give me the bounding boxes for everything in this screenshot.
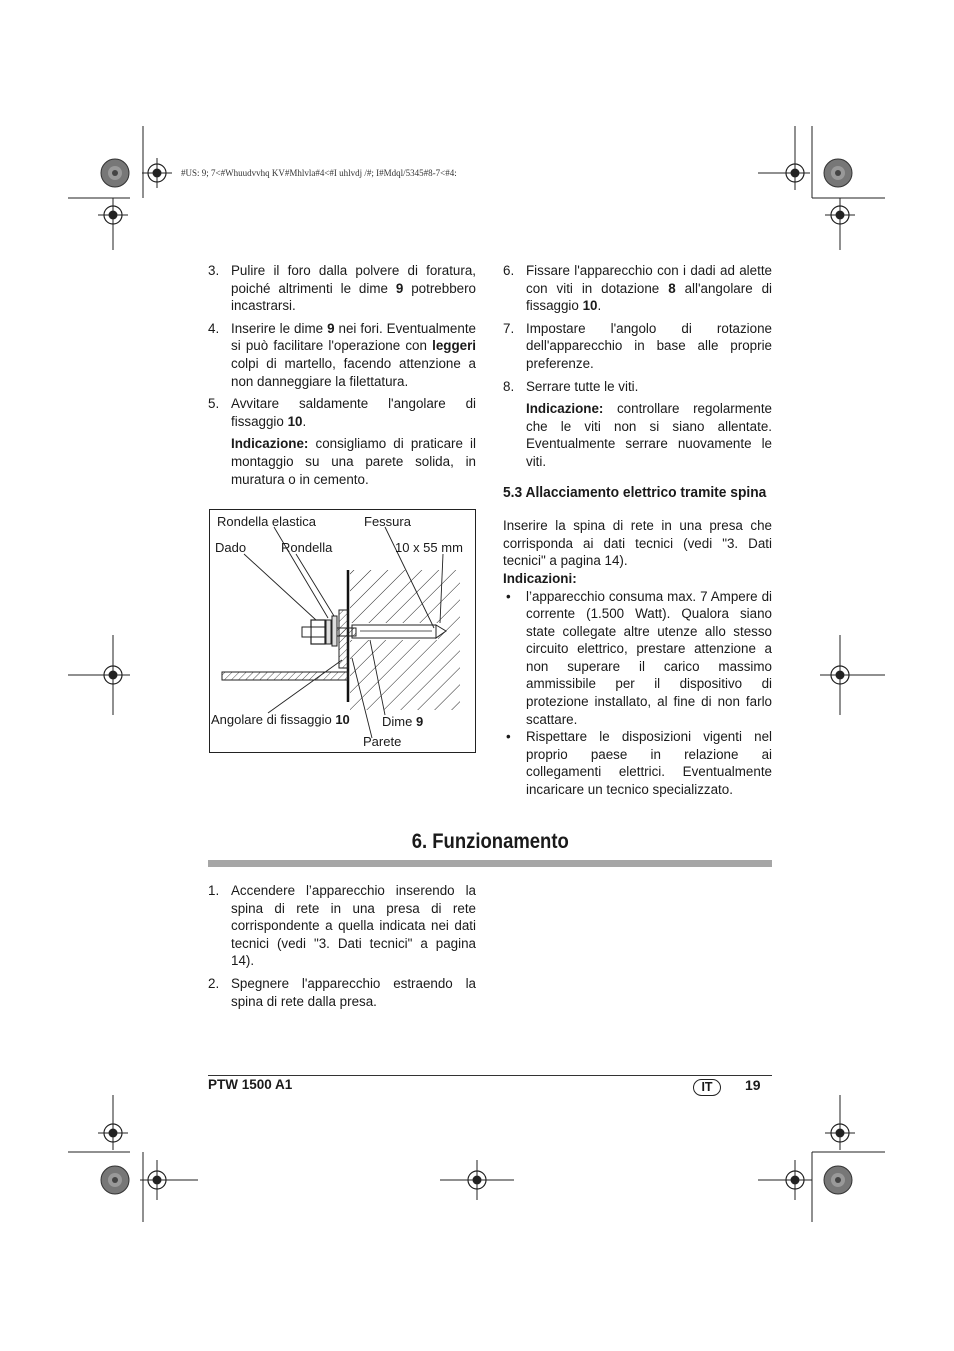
note-text: controllare regolarmente che le viti non si siano allentate. Eventualmente serrare nuovamente le viti. [526, 401, 772, 469]
list-item [208, 395, 476, 430]
label-dado: Dado [215, 540, 247, 555]
item-number: 4. [208, 320, 220, 336]
item-number: 8. [503, 378, 515, 394]
emphasis: leggeri [432, 338, 476, 354]
language-badge: IT [693, 1079, 721, 1096]
item-text: potrebbero incastrarsi. [231, 280, 476, 314]
item-text: Fissare l'apparecchio con i dadi ad alette con viti in dotazione [526, 263, 772, 296]
indications-label [503, 570, 772, 588]
ref-number: 8 [668, 280, 676, 296]
list-item [208, 882, 476, 970]
item-text: Impostare l'angolo di rotazione dell'apparecchio in base alle proprie preferenze. [526, 320, 772, 371]
chapter-title-text: 6. Funzionamento [411, 830, 569, 853]
item-text: Inserire le dime [231, 320, 328, 336]
section-title: 5.3 Allacciamento elettrico tramite spina [503, 483, 767, 501]
footer-rule [208, 1075, 772, 1076]
item-number: 6. [503, 263, 515, 278]
ref-number: 9 [395, 280, 404, 296]
mounting-figure [209, 509, 476, 753]
bullet-symbol: • [506, 588, 511, 604]
item-text: Pulire il foro dalla polvere di foratura, poiché altrimenti le dime [231, 263, 476, 296]
label-dime-num: 9 [415, 714, 424, 729]
list-item [503, 262, 772, 315]
note [208, 435, 476, 488]
list-item [208, 320, 476, 390]
label-fessura: Fessura [364, 514, 411, 529]
note-label: Indicazione: [231, 436, 309, 452]
item-text: Spegnere l'apparecchio estraendo la spina di rete dalla presa. [231, 975, 476, 1009]
label-rondella-elastica: Rondella elastica [217, 514, 317, 529]
item-number: 7. [503, 320, 515, 336]
label-angolare [211, 712, 350, 727]
item-number: 3. [208, 263, 220, 278]
bullet-symbol: • [506, 729, 511, 745]
page-number: 19 [745, 1077, 761, 1093]
item-text: colpi di martello, facendo attenzione a non danneggiare la filettatura. [231, 355, 476, 389]
chapter-title [208, 830, 772, 854]
bullet-text: l’apparecchio consuma max. 7 Ampere di corrente (1.500 Watt). Qualora siano state collegate altre utenze allo stesso circuito elettrico, prestare attenzione a non superare il carico massimo ammissibile per il dispositivo di protezione installato, al fine di non farlo scattare. [526, 588, 772, 727]
bullet-item [503, 728, 772, 798]
item-text: . [302, 413, 307, 429]
right-column [503, 262, 772, 799]
printer-info-line: #US: 9; 7<#Whuudvvhq KV#Mhlvla#4<#I uhlvdj /#; I#Mdql/5345#8-7<#4: [181, 168, 457, 178]
item-text: . [597, 298, 602, 314]
label-dime-text: Dime [382, 714, 416, 729]
note [503, 400, 772, 470]
bullet-item [503, 588, 772, 729]
label-angolare-text: Angolare di fissaggio [211, 712, 336, 727]
label-rondella: Rondella [281, 540, 333, 555]
item-text: Serrare tutte le viti. [526, 378, 639, 394]
label-parete: Parete [363, 734, 402, 749]
section-intro: Inserire la spina di rete in una presa che corrisponda ai dati tecnici (vedi "3. Dati tecnici" a pagina 14). [503, 518, 772, 569]
ref-number: 9 [327, 320, 335, 336]
item-number: 2. [208, 975, 220, 991]
list-item [503, 320, 772, 373]
bullet-text: Rispettare le disposizioni vigenti nel proprio paese in relazione ai collegamenti elettrici. Eventualmente incaricare un tecnico specializzato. [526, 729, 772, 798]
label-dimension: 10 x 55 mm [395, 540, 463, 555]
label-dime [382, 714, 423, 729]
list-item [503, 378, 772, 396]
item-text: nei fori. Eventualmente si può facilitare l'operazione con [231, 320, 476, 354]
left-column [208, 262, 476, 493]
chapter-column [208, 882, 476, 1015]
footer-model: PTW 1500 A1 [208, 1077, 293, 1092]
item-text: Avvitare saldamente l'angolare di fissaggio [231, 396, 476, 429]
ref-number: 10 [287, 413, 303, 429]
item-text: all'angolare di fissaggio [526, 280, 772, 314]
item-text: Accendere l’apparecchio inserendo la spina di rete in una presa di rete corrispondente a quella indicata nei dati tecnici (vedi "3. Dati tecnici" a pagina 14). [231, 883, 476, 969]
chapter-rule [208, 860, 772, 867]
item-number: 5. [208, 396, 220, 412]
indications-label-text: Indicazioni: [503, 570, 577, 586]
note-text: consigliamo di praticare il montaggio su una parete solida, in muratura o in cemento. [231, 436, 476, 487]
ref-number: 10 [582, 298, 598, 314]
list-item [208, 262, 476, 315]
note-label: Indicazione: [526, 401, 604, 417]
list-item [208, 975, 476, 1010]
item-number: 1. [208, 883, 220, 898]
label-angolare-num: 10 [335, 712, 350, 727]
